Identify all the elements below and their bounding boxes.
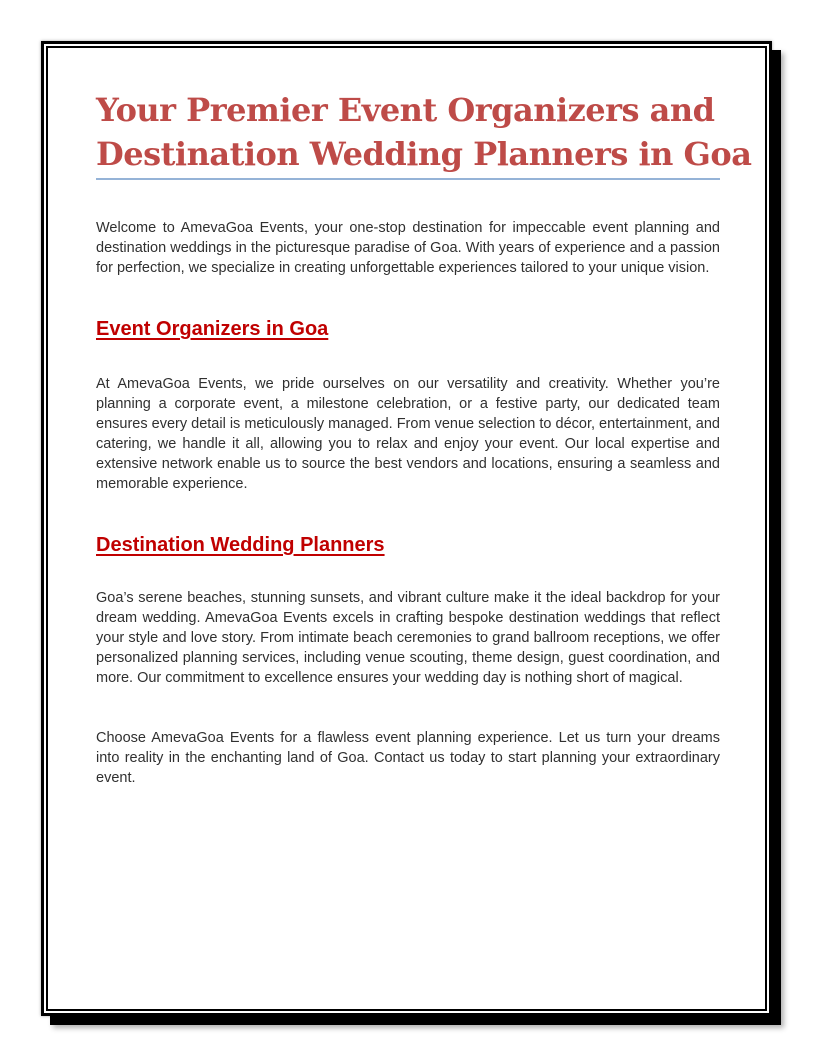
intro-paragraph: Welcome to AmevaGoa Events, your one-stop destination for impeccable event planning and destination weddings in the picturesque paradise of Goa. With years of experience and a passion for perfection, we specialize in creating unforgettable experiences tailored to your unique vision. <box>96 220 720 276</box>
page-border-frame <box>41 41 772 1016</box>
section-heading-destination-wedding: Destination Wedding Planners <box>96 534 385 556</box>
document-content <box>96 88 752 993</box>
document-title-line-2: Destination Wedding Planners in Goa <box>96 135 752 173</box>
section-paragraph-destination-wedding: Goa’s serene beaches, stunning sunsets, and vibrant culture make it the ideal backdrop for your dream wedding. AmevaGoa Events excels in crafting bespoke destination weddings that reflect your style and love story. From intimate beach ceremonies to grand ballroom receptions, we offer personalized planning services, including venue scouting, theme design, guest coordination, and more. Our commitment to excellence ensures your wedding day is nothing short of magical. <box>96 590 720 686</box>
document-title <box>96 88 752 180</box>
section-heading-event-organizers: Event Organizers in Goa <box>96 318 329 340</box>
document-title-line-1: Your Premier Event Organizers and <box>96 91 715 129</box>
section-paragraph-event-organizers: At AmevaGoa Events, we pride ourselves on our versatility and creativity. Whether you’re planning a corporate event, a milestone celebration, or a festive party, our dedicated team ensures every detail is meticulously managed. From venue selection to décor, entertainment, and catering, we handle it all, allowing you to relax and enjoy your event. Our local expertise and extensive network enable us to source the best vendors and locations, ensuring a seamless and memorable experience. <box>96 376 720 492</box>
closing-paragraph: Choose AmevaGoa Events for a flawless event planning experience. Let us turn your dreams into reality in the enchanting land of Goa. Contact us today to start planning your extraordinary event. <box>96 730 720 786</box>
